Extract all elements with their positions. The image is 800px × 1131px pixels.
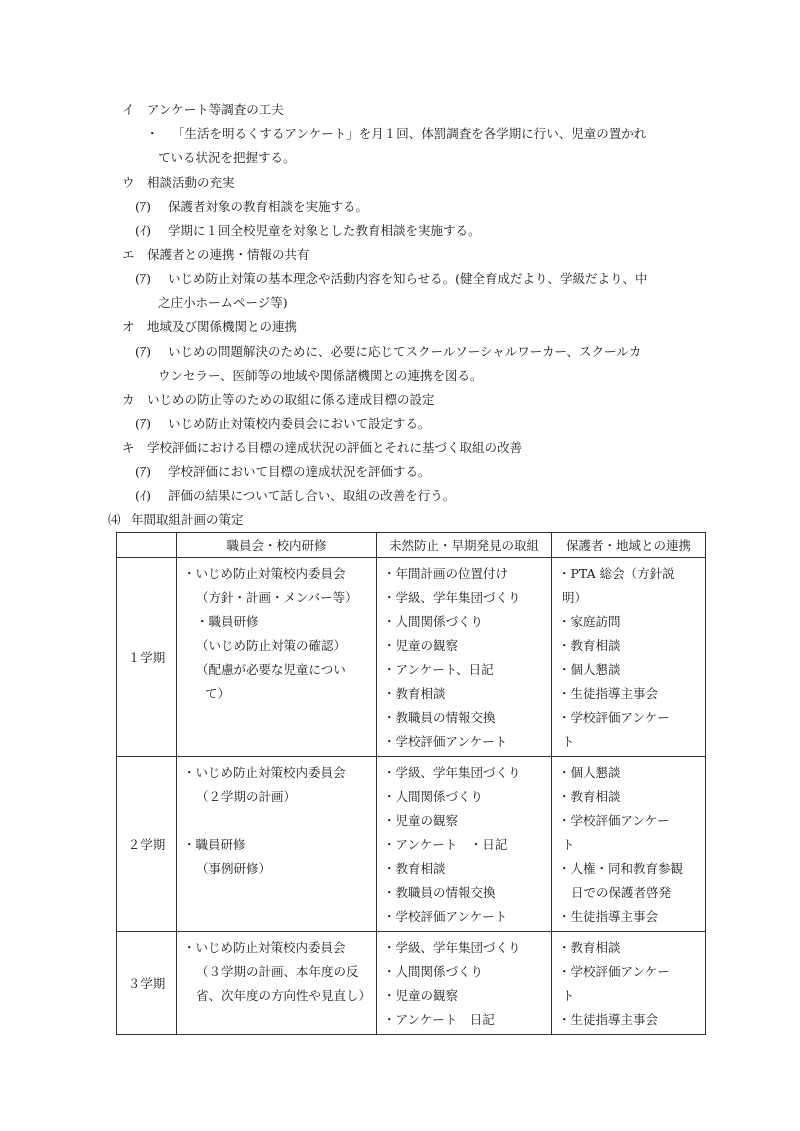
cell-line: ・人間関係づくり bbox=[383, 964, 484, 979]
cell-line: ・児童の観察 bbox=[383, 988, 459, 1003]
cell-line bbox=[183, 881, 372, 905]
cell-line: ト bbox=[562, 837, 575, 852]
item-text: 保護者対象の教育相談を実施する。 bbox=[168, 199, 369, 214]
heading-i: イ アンケート等調査の工夫 bbox=[122, 102, 284, 117]
table-row bbox=[117, 757, 706, 932]
cell-line: ト bbox=[562, 734, 575, 749]
heading-u: ウ 相談活動の充実 bbox=[122, 175, 235, 190]
cell-line: ・教職員の情報交換 bbox=[383, 885, 496, 900]
section-number: ⑷ bbox=[108, 512, 121, 527]
item-text: いじめ防止対策の基本理念や活動内容を知らせる。(健全育成だより、学級だより、中 bbox=[168, 271, 648, 286]
cell-line: ・アンケート 日記 bbox=[383, 1012, 495, 1027]
community-cell bbox=[552, 558, 706, 757]
cell-line: ・個人懇談 bbox=[558, 662, 621, 677]
item-number: (ｲ) bbox=[135, 488, 152, 503]
cell-line: ・いじめ防止対策校内委員会 bbox=[183, 940, 346, 955]
item-text: ウンセラー、医師等の地域や関係諸機関との連携を図る。 bbox=[158, 368, 483, 383]
cell-line: ・人権・同和教育参観 bbox=[558, 861, 684, 876]
cell-line: ・アンケート ・日記 bbox=[383, 837, 508, 852]
staff-cell bbox=[177, 558, 377, 757]
item-number: (ｱ) bbox=[135, 199, 152, 214]
cell-line: ・職員研修 bbox=[183, 837, 246, 852]
cell-line bbox=[183, 905, 372, 929]
cell-line: 明） bbox=[562, 590, 588, 605]
cell-line: ・生徒指導主事会 bbox=[558, 686, 659, 701]
cell-line: （３学期の計画、本年度の反 bbox=[196, 964, 359, 979]
cell-line: ・学校評価アンケート bbox=[383, 734, 508, 749]
header-staff: 職員会・校内研修 bbox=[177, 533, 377, 558]
item-text: いじめの問題解決のために、必要に応じてスクールソーシャルワーカー、スクールカ bbox=[168, 344, 642, 359]
cell-line: （いじめ防止対策の確認） bbox=[196, 638, 347, 653]
cell-line: ・生徒指導主事会 bbox=[558, 909, 659, 924]
term-cell: ２学期 bbox=[117, 757, 177, 932]
header-blank bbox=[117, 533, 177, 558]
term-cell: １学期 bbox=[117, 558, 177, 757]
cell-line: ・PTA 総会（方針説 bbox=[558, 566, 675, 581]
cell-line: ・学校評価アンケー bbox=[558, 710, 670, 725]
term-cell: ３学期 bbox=[117, 932, 177, 1035]
cell-line: ・職員研修 bbox=[196, 614, 259, 629]
cell-line: ・学級、学年集団づくり bbox=[383, 765, 521, 780]
item-number: (ｱ) bbox=[135, 344, 152, 359]
paragraph-line: 「生活を明るくするアンケート」を月１回、体罰調査を各学期に行い、児童の置かれ bbox=[172, 126, 647, 141]
heading-ki: キ 学校評価における目標の達成状況の評価とそれに基づく取組の改善 bbox=[122, 440, 523, 455]
cell-line: ・個人懇談 bbox=[558, 765, 621, 780]
cell-line: ト bbox=[562, 988, 575, 1003]
cell-line: ・教育相談 bbox=[558, 789, 621, 804]
cell-line: ・児童の観察 bbox=[383, 638, 459, 653]
section-title: 年間取組計画の策定 bbox=[131, 512, 244, 527]
cell-line: ・教職員の情報交換 bbox=[383, 710, 496, 725]
heading-ka: カ いじめの防止等のための取組に係る達成目標の設定 bbox=[122, 392, 435, 407]
staff-cell bbox=[177, 757, 377, 932]
cell-line: ・学級、学年集団づくり bbox=[383, 940, 521, 955]
cell-line: ・学校評価アンケー bbox=[558, 964, 670, 979]
cell-line: ・児童の観察 bbox=[383, 813, 459, 828]
item-number: (ｱ) bbox=[135, 464, 152, 479]
table-header-row bbox=[117, 533, 706, 558]
cell-line: 省、次年度の方向性や見直し） bbox=[196, 988, 372, 1003]
prevention-cell bbox=[377, 932, 552, 1035]
cell-line bbox=[183, 809, 372, 833]
cell-line: ・家庭訪問 bbox=[558, 614, 621, 629]
cell-line: ・教育相談 bbox=[383, 686, 446, 701]
cell-line: ・いじめ防止対策校内委員会 bbox=[183, 566, 346, 581]
annual-plan-table bbox=[116, 532, 706, 1035]
cell-line: ・学級、学年集団づくり bbox=[383, 590, 521, 605]
prevention-cell bbox=[377, 757, 552, 932]
cell-line: （２学期の計画） bbox=[196, 789, 297, 804]
cell-line: ・人間関係づくり bbox=[383, 789, 484, 804]
item-text: いじめ防止対策校内委員会において設定する。 bbox=[168, 416, 431, 431]
prevention-cell bbox=[377, 558, 552, 757]
header-prevention: 未然防止・早期発見の取組 bbox=[377, 533, 552, 558]
table-row bbox=[117, 558, 706, 757]
item-number: (ｲ) bbox=[135, 223, 152, 238]
cell-line: 日での保護者啓発 bbox=[571, 885, 672, 900]
cell-line: ・教育相談 bbox=[558, 638, 621, 653]
cell-line: （事例研修） bbox=[196, 861, 272, 876]
cell-line: ・学校評価アンケー bbox=[558, 813, 670, 828]
cell-line: ・いじめ防止対策校内委員会 bbox=[183, 765, 346, 780]
community-cell bbox=[552, 932, 706, 1035]
cell-line: て） bbox=[205, 686, 231, 701]
item-number: (ｱ) bbox=[135, 416, 152, 431]
header-community: 保護者・地域との連携 bbox=[552, 533, 706, 558]
item-text: 学校評価において目標の達成状況を評価する。 bbox=[168, 464, 431, 479]
bullet: ・ bbox=[146, 126, 159, 141]
staff-cell bbox=[177, 932, 377, 1035]
cell-line: ・教育相談 bbox=[558, 940, 621, 955]
cell-line: （配慮が必要な児童につい bbox=[196, 662, 346, 677]
cell-line: ・年間計画の位置付け bbox=[383, 566, 509, 581]
cell-line: ・教育相談 bbox=[383, 861, 446, 876]
cell-line: ・生徒指導主事会 bbox=[558, 1012, 659, 1027]
item-number: (ｱ) bbox=[135, 271, 152, 286]
cell-line: （方針・計画・メンバー等） bbox=[196, 590, 358, 605]
paragraph-line: ている状況を把握する。 bbox=[158, 150, 296, 165]
heading-o: オ 地域及び関係機関との連携 bbox=[122, 319, 298, 334]
table-row bbox=[117, 932, 706, 1035]
item-text: 之庄小ホームページ等) bbox=[158, 295, 288, 310]
item-text: 学期に１回全校児童を対象とした教育相談を実施する。 bbox=[168, 223, 481, 238]
item-text: 評価の結果について話し合い、取組の改善を行う。 bbox=[168, 488, 456, 503]
cell-line: ・人間関係づくり bbox=[383, 614, 484, 629]
cell-line: ・学校評価アンケート bbox=[383, 909, 508, 924]
community-cell bbox=[552, 757, 706, 932]
cell-line: ・アンケート、日記 bbox=[383, 662, 494, 677]
heading-e: エ 保護者との連携・情報の共有 bbox=[122, 247, 310, 262]
